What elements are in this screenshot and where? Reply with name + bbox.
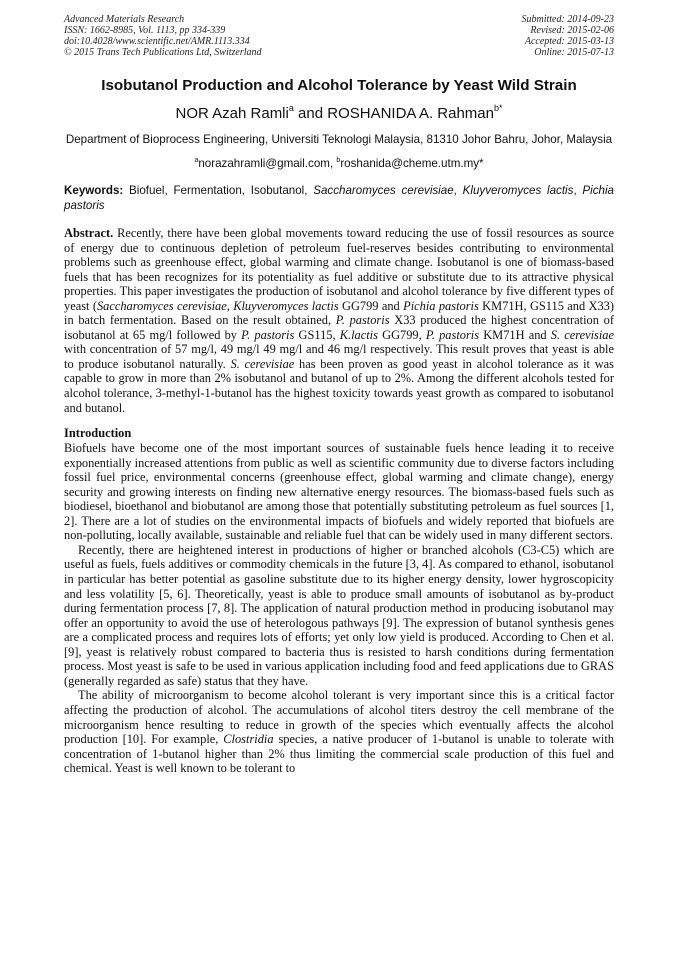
- species-name: P. pastoris: [425, 327, 480, 342]
- journal-issn: ISSN: 1662-8985, Vol. 1113, pp 334-339: [64, 25, 226, 36]
- abstract-text: X33 produced the highest concentration of isobutanol at 65 mg/l followed by: [64, 313, 614, 342]
- date-accepted: Accepted: 2015-03-13: [524, 36, 614, 47]
- species-name: P. pastoris: [241, 327, 295, 342]
- abstract: [64, 226, 614, 415]
- abstract-text: has been proven as good yeast in alcohol tolerance as it was capable to grow in more than 2% isobutanol and butanol of up to 2%. Among the different alcohols tested for alcohol tolerance, 3-methyl-1-butanol has the highest toxicity towards yeast growth as compared to isobutanol and butanol.: [64, 356, 614, 415]
- introduction-body: [64, 441, 614, 776]
- abstract-text: GG799,: [377, 327, 426, 342]
- intro-text: species, a native producer of 1-butanol is unable to tolerate with concentration of 1-butanol higher than 2% thus limiting the commercial scale production of this fuel and chemical. Yeast is well known to be tolerant to: [64, 732, 614, 776]
- author-emails: [64, 157, 614, 170]
- author-connector: and: [293, 105, 328, 122]
- abstract-text: GG799 and: [338, 298, 404, 313]
- journal-copyright: © 2015 Trans Tech Publications Ltd, Switzerland: [64, 47, 262, 58]
- abstract-text: with concentration of 57 mg/l, 49 mg/l 49 mg/l and 46 mg/l respectively. This result proves that yeast is able to produce isobutanol naturally.: [64, 342, 614, 371]
- author-2-mark: b*: [493, 103, 503, 113]
- abstract-text: Recently, there have been global movements toward reducing the use of fossil resources as source of energy due to continuous depletion of petroleum fuel-reserves besides contributing to environmental problems such as greenhouse effect, global warming and climate change. Isobutanol is one of biomass-based fuels that has been recognizes for its potentiality as fuel additive or substitute due to its attractive physical properties. This paper investigates the production of isobutanol and alcohol tolerance by five different types of yeast (: [64, 226, 614, 313]
- journal-name: Advanced Materials Research: [64, 14, 185, 25]
- section-heading-introduction: Introduction: [64, 426, 132, 441]
- keyword-species: Pichia pastoris: [64, 184, 614, 212]
- keywords-text: ,: [453, 184, 463, 197]
- author-1-mark: a: [288, 103, 294, 113]
- paper-title: Isobutanol Production and Alcohol Tolerance by Yeast Wild Strain: [101, 77, 577, 94]
- keywords: [64, 183, 614, 213]
- abstract-text: GS115,: [294, 327, 340, 342]
- species-name: Clostridia: [223, 732, 274, 747]
- author-line: [64, 103, 614, 122]
- abstract-label: Abstract.: [64, 226, 114, 240]
- species-name: S. cerevisiae: [230, 356, 295, 371]
- keywords-label: Keywords:: [64, 184, 124, 197]
- author-2: ROSHANIDA A. Rahman: [327, 105, 494, 122]
- species-name: Saccharomyces cerevisiae: [96, 298, 227, 313]
- email-a: norazahramli@gmail.com,: [198, 157, 337, 170]
- date-online: Online: 2015-07-13: [534, 47, 614, 58]
- email-b: roshanida@cheme.utm.my*: [340, 157, 484, 170]
- intro-paragraph-1: Biofuels have become one of the most important sources of sustainable fuels hence leading it to receive exponentially increased attentions from public as well as scientific community due to diverse factors including fossil fuel price, environmental concerns (greenhouse effect, global warming and climate change), energy security and growing interests on finding new alternative energy resources. The biomass-based fuels such as biodiesel, bioethanol and biobutanol are among those that potentially substituting petroleum as fuel sources [1, 2]. There are a lot of studies on the environmental impacts of biofuels and widely reported that biofuels are non-polluting, locally available, sustainable and reliable fuel that can be widely used in many different sectors.: [64, 441, 614, 543]
- abstract-text: KM71H, GS115 and X33) in batch fermentation. Based on the result obtained,: [64, 298, 615, 328]
- email-a-mark: a: [194, 157, 199, 164]
- journal-info: [64, 14, 262, 58]
- keyword-species: Kluyveromyces lactis: [462, 184, 574, 197]
- abstract-text: ,: [226, 298, 234, 313]
- intro-paragraph-2: Recently, there are heightened interest in productions of higher or branched alcohols (C3-C5) which are useful as fuels, fuels additives or commodity chemicals in the future [3, 4]. As compared to ethanol, isobutanol in particular has better potential as gasoline substitute due to its higher energy density, lower hygroscopicity and less volatility [5, 6]. Theoretically, yeast is able to produce small amounts of isobutanol as by-product during fermentation process [7, 8]. The application of natural production method in producing isobutanol may offer an opportunity to avoid the use of heterologous pathways [9]. The expression of butanol synthesis genes are a complicated process and requires lots of efforts; yet only low yield is produced. According to Chen et al. [9], yeast is relatively robust compared to bacteria thus is resisted to harsh conditions during fermentation process. Most yeast is safe to be used in various application including food and feed applications due to GRAS (generally regarded as safe) status that they have.: [64, 542, 614, 688]
- species-name: S. cerevisiae: [550, 327, 615, 342]
- journal-doi: doi:10.4028/www.scientific.net/AMR.1113.334: [64, 36, 250, 47]
- keyword-species: Saccharomyces cerevisiae: [313, 184, 454, 197]
- species-name: Kluyveromyces lactis: [233, 298, 339, 313]
- journal-header: [64, 14, 614, 58]
- species-name: K.lactis: [339, 327, 378, 342]
- abstract-text: KM71H and: [479, 327, 551, 342]
- author-1: NOR Azah Ramli: [175, 105, 289, 122]
- intro-text: The ability of microorganism to become alcohol tolerant is very important since this is a critical factor affecting the production of alcohol. The accumulations of alcohol titers destroy the cell membrane of the microorganism hence resulting to reduce in growth of the species which eventually affects the alcohol production [10]. For example,: [64, 688, 614, 747]
- submission-dates: [522, 14, 615, 58]
- intro-paragraph-3: [64, 688, 614, 775]
- date-revised: Revised: 2015-02-06: [530, 25, 614, 36]
- keywords-text: Biofuel, Fermentation, Isobutanol,: [123, 184, 314, 197]
- species-name: P. pastoris: [335, 313, 390, 328]
- date-submitted: Submitted: 2014-09-23: [521, 14, 614, 25]
- affiliation: Department of Bioprocess Engineering, Universiti Teknologi Malaysia, 81310 Johor Bahru, Johor, Malaysia: [65, 133, 613, 146]
- species-name: Pichia pastoris: [403, 298, 479, 313]
- keywords-text: ,: [573, 184, 583, 197]
- email-b-mark: b: [336, 157, 341, 164]
- paper-page: [64, 14, 614, 776]
